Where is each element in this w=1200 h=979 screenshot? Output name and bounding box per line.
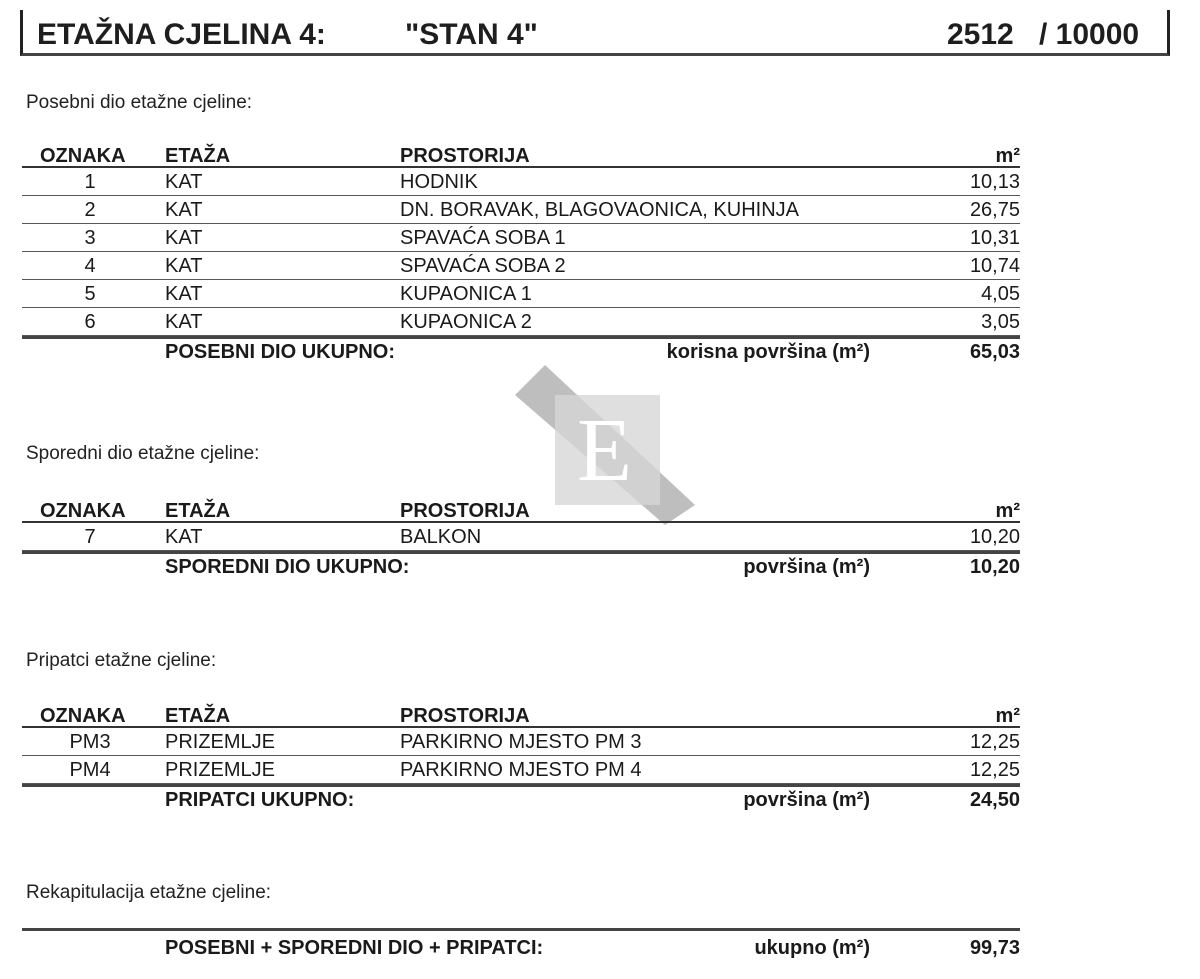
cell-m2: 4,05 bbox=[981, 283, 1020, 305]
cell-oznaka: 6 bbox=[84, 311, 96, 333]
cell-prostorija: SPAVAĆA SOBA 1 bbox=[400, 227, 566, 249]
total-value: 10,20 bbox=[969, 556, 1020, 578]
col-m2: m² bbox=[995, 705, 1020, 727]
section-label-rekapitulacija: Rekapitulacija etažne cjeline: bbox=[26, 882, 272, 903]
cell-prostorija: KUPAONICA 2 bbox=[400, 311, 532, 333]
cell-etaza: KAT bbox=[165, 199, 203, 221]
cell-m2: 12,25 bbox=[969, 731, 1020, 753]
recap-divider bbox=[22, 928, 1020, 931]
cell-oznaka: 4 bbox=[84, 255, 96, 277]
share-numerator: 2512 bbox=[947, 18, 1014, 51]
table-posebni bbox=[22, 142, 1020, 366]
col-oznaka: OZNAKA bbox=[40, 500, 126, 522]
section-label-sporedni: Sporedni dio etažne cjeline: bbox=[26, 443, 260, 464]
table-header bbox=[22, 142, 1020, 168]
cell-etaza: PRIZEMLJE bbox=[165, 759, 276, 781]
table-row bbox=[22, 756, 1020, 784]
table-row bbox=[22, 728, 1020, 756]
cell-oznaka: PM4 bbox=[69, 759, 111, 781]
cell-etaza: KAT bbox=[165, 526, 203, 548]
table-header bbox=[22, 702, 1020, 728]
section-label-posebni: Posebni dio etažne cjeline: bbox=[26, 92, 253, 113]
table-row bbox=[22, 308, 1020, 336]
col-m2: m² bbox=[995, 145, 1020, 167]
unit-label: ETAŽNA CJELINA 4: bbox=[37, 18, 326, 51]
cell-m2: 10,20 bbox=[969, 526, 1020, 548]
table-row bbox=[22, 196, 1020, 224]
recap-total bbox=[22, 934, 1020, 964]
cell-prostorija: DN. BORAVAK, BLAGOVAONICA, KUHINJA bbox=[400, 199, 799, 221]
table-total bbox=[22, 551, 1020, 581]
cell-m2: 3,05 bbox=[981, 311, 1020, 333]
total-unit: površina (m²) bbox=[743, 789, 870, 811]
total-unit: korisna površina (m²) bbox=[666, 341, 870, 363]
cell-prostorija: SPAVAĆA SOBA 2 bbox=[400, 255, 566, 277]
col-etaza: ETAŽA bbox=[165, 145, 231, 167]
cell-oznaka: 3 bbox=[84, 227, 96, 249]
table-header bbox=[22, 497, 1020, 523]
total-label: SPOREDNI DIO UKUPNO: bbox=[165, 556, 410, 578]
table-body bbox=[22, 168, 1020, 336]
unit-name: "STAN 4" bbox=[405, 18, 538, 51]
col-prostorija: PROSTORIJA bbox=[400, 705, 530, 727]
section-label-pripatci: Pripatci etažne cjeline: bbox=[26, 650, 217, 671]
col-oznaka: OZNAKA bbox=[40, 145, 126, 167]
table-body bbox=[22, 728, 1020, 784]
table-sporedni bbox=[22, 497, 1020, 581]
cell-oznaka: 2 bbox=[84, 199, 96, 221]
cell-prostorija: KUPAONICA 1 bbox=[400, 283, 532, 305]
col-etaza: ETAŽA bbox=[165, 705, 231, 727]
total-value: 24,50 bbox=[969, 789, 1020, 811]
total-value: 65,03 bbox=[969, 341, 1020, 363]
document-header bbox=[20, 10, 1170, 56]
table-row bbox=[22, 523, 1020, 551]
col-etaza: ETAŽA bbox=[165, 500, 231, 522]
table-pripatci bbox=[22, 702, 1020, 814]
cell-prostorija: PARKIRNO MJESTO PM 3 bbox=[400, 731, 642, 753]
table-row bbox=[22, 280, 1020, 308]
table-row bbox=[22, 224, 1020, 252]
col-oznaka: OZNAKA bbox=[40, 705, 126, 727]
recap-value: 99,73 bbox=[969, 937, 1020, 959]
cell-oznaka: PM3 bbox=[69, 731, 111, 753]
share-denominator: / 10000 bbox=[1039, 18, 1140, 51]
cell-m2: 10,74 bbox=[969, 255, 1020, 277]
cell-prostorija: PARKIRNO MJESTO PM 4 bbox=[400, 759, 642, 781]
cell-m2: 26,75 bbox=[969, 199, 1020, 221]
total-label: PRIPATCI UKUPNO: bbox=[165, 789, 355, 811]
svg-text:E: E bbox=[577, 401, 632, 500]
recap-unit: ukupno (m²) bbox=[754, 937, 870, 959]
col-m2: m² bbox=[995, 500, 1020, 522]
cell-etaza: PRIZEMLJE bbox=[165, 731, 276, 753]
total-label: POSEBNI DIO UKUPNO: bbox=[165, 341, 396, 363]
cell-etaza: KAT bbox=[165, 311, 203, 333]
cell-etaza: KAT bbox=[165, 283, 203, 305]
cell-etaza: KAT bbox=[165, 171, 203, 193]
cell-prostorija: HODNIK bbox=[400, 171, 478, 193]
col-prostorija: PROSTORIJA bbox=[400, 500, 530, 522]
cell-m2: 12,25 bbox=[969, 759, 1020, 781]
table-row bbox=[22, 252, 1020, 280]
recap-label: POSEBNI + SPOREDNI DIO + PRIPATCI: bbox=[165, 937, 544, 959]
table-total bbox=[22, 784, 1020, 814]
table-total bbox=[22, 336, 1020, 366]
cell-m2: 10,31 bbox=[969, 227, 1020, 249]
cell-m2: 10,13 bbox=[969, 171, 1020, 193]
col-prostorija: PROSTORIJA bbox=[400, 145, 530, 167]
cell-prostorija: BALKON bbox=[400, 526, 482, 548]
total-unit: površina (m²) bbox=[743, 556, 870, 578]
cell-oznaka: 1 bbox=[84, 171, 96, 193]
cell-oznaka: 7 bbox=[84, 526, 96, 548]
cell-etaza: KAT bbox=[165, 255, 203, 277]
table-body bbox=[22, 523, 1020, 551]
table-row bbox=[22, 168, 1020, 196]
cell-etaza: KAT bbox=[165, 227, 203, 249]
cell-oznaka: 5 bbox=[84, 283, 96, 305]
